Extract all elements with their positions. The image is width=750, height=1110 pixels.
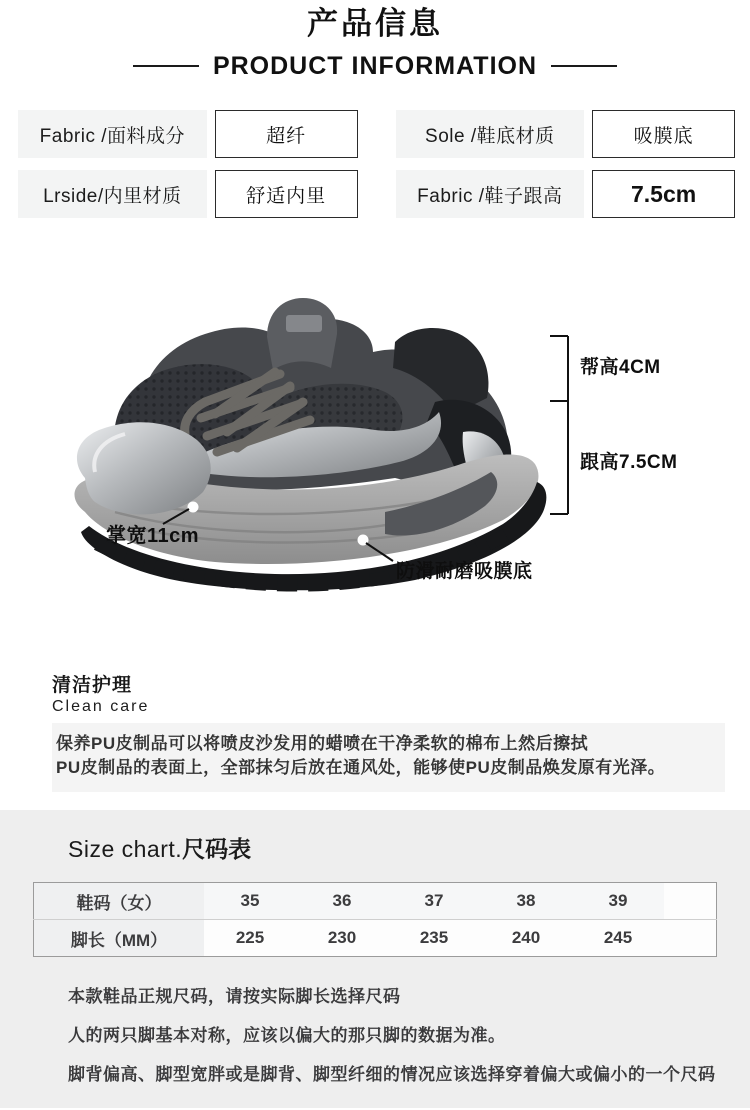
spec-grid xyxy=(18,110,735,218)
clean-care-line: PU皮制品的表面上，全部抹匀后放在通风处，能够使PU皮制品焕发原有光泽。 xyxy=(56,758,666,777)
subtitle-rule-left xyxy=(133,65,199,67)
subtitle-rule-right xyxy=(551,65,617,67)
spec-value: 舒适内里 xyxy=(215,170,358,218)
annotation-outsole-feature: 防滑耐磨吸膜底 xyxy=(396,561,533,582)
annotation-heel-height: 跟高7.5CM xyxy=(580,452,678,473)
size-cell: 39 xyxy=(572,883,664,920)
clean-care-box xyxy=(52,723,725,792)
spec-item-lining xyxy=(18,170,358,218)
filler-cell xyxy=(664,883,717,920)
spec-value: 7.5cm xyxy=(592,170,735,218)
size-cell: 225 xyxy=(204,920,296,957)
page-subtitle-row xyxy=(0,52,750,80)
size-chart-title-en: Size chart. xyxy=(68,836,183,862)
spec-label: Fabric /面料成分 xyxy=(18,110,207,158)
sizing-note: 脚背偏高、脚型宽胖或是脚背、脚型纤细的情况应该选择穿着偏大或偏小的一个尺码 xyxy=(68,1065,716,1084)
clean-care-line: 保养PU皮制品可以将喷皮沙发用的蜡喷在干净柔软的棉布上然后擦拭 xyxy=(56,734,589,753)
page-title: 产品信息 xyxy=(307,6,443,41)
sizing-note: 本款鞋品正规尺码，请按实际脚长选择尺码 xyxy=(68,987,401,1006)
toe-marker-dot xyxy=(188,502,199,513)
spec-label: Sole /鞋底材质 xyxy=(396,110,585,158)
size-chart-section xyxy=(0,810,750,1108)
spec-label: Lrside/内里材质 xyxy=(18,170,207,218)
clean-care-subtitle: Clean care xyxy=(52,698,150,715)
spec-item-fabric xyxy=(18,110,358,158)
row-header: 鞋码（女） xyxy=(34,883,205,920)
table-row-shoe-size xyxy=(34,883,717,920)
page-header xyxy=(0,0,750,80)
size-chart-title-cn: 尺码表 xyxy=(182,836,252,862)
clean-care-section xyxy=(52,674,725,792)
spec-label: Fabric /鞋子跟高 xyxy=(396,170,585,218)
clean-care-title: 清洁护理 xyxy=(52,675,133,696)
annotation-upper-height: 帮高4CM xyxy=(580,357,661,378)
size-cell: 37 xyxy=(388,883,480,920)
size-chart-table xyxy=(33,882,717,957)
page-subtitle: PRODUCT INFORMATION xyxy=(212,52,538,80)
spec-value: 超纤 xyxy=(215,110,358,158)
filler-cell xyxy=(664,920,717,957)
sizing-notes xyxy=(68,987,717,1085)
size-cell: 230 xyxy=(296,920,388,957)
size-cell: 38 xyxy=(480,883,572,920)
size-cell: 240 xyxy=(480,920,572,957)
spec-item-heel-height xyxy=(396,170,736,218)
size-cell: 235 xyxy=(388,920,480,957)
size-cell: 245 xyxy=(572,920,664,957)
sizing-note: 人的两只脚基本对称，应该以偏大的那只脚的数据为准。 xyxy=(68,1026,506,1045)
size-cell: 36 xyxy=(296,883,388,920)
spec-item-sole xyxy=(396,110,736,158)
size-cell: 35 xyxy=(204,883,296,920)
spec-value: 吸膜底 xyxy=(592,110,735,158)
size-chart-title xyxy=(68,834,717,864)
dimension-bracket xyxy=(550,336,568,514)
shoe-figure xyxy=(0,280,750,616)
annotation-palm-width: 掌宽11cm xyxy=(106,525,200,547)
row-header: 脚长（MM） xyxy=(34,920,205,957)
table-row-foot-length xyxy=(34,920,717,957)
outsole-pointer-line xyxy=(366,543,393,561)
